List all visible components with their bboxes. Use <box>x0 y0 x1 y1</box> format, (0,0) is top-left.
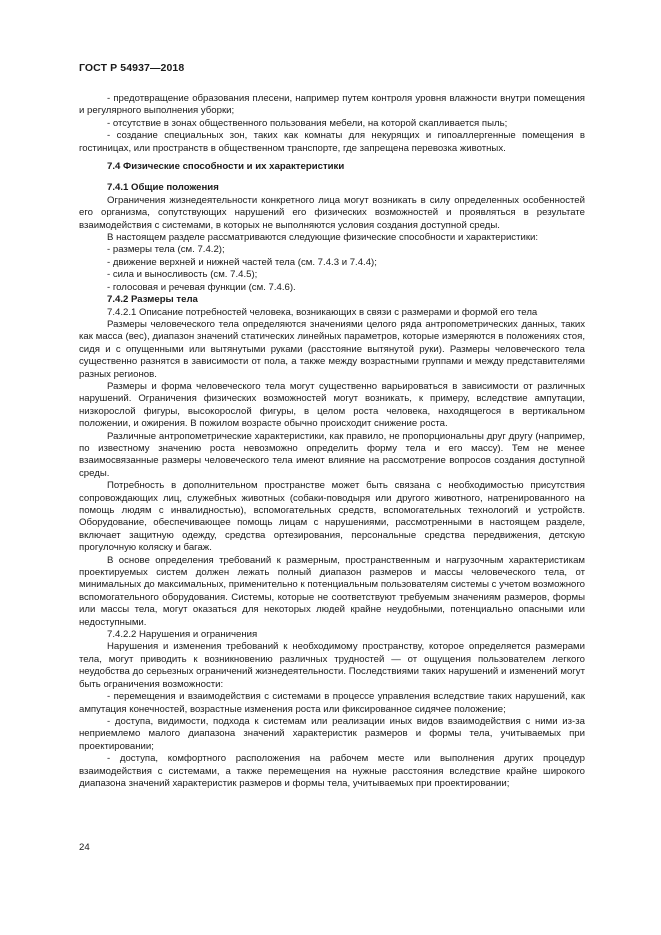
paragraph: - доступа, комфортного расположения на рабочем месте или выполнения других процедур взаимодействия с системами, а также перемещения на нужные расстояния вследствие крайне широкого диапазона значений характеристик размеров и формы тела, учитываемых при проектировании; <box>79 753 585 789</box>
paragraph: В настоящем разделе рассматриваются следующие физические способности и характеристики: <box>107 232 539 244</box>
paragraph: Нарушения и изменения требований к необходимому пространству, которое определяется размерами тела, могут приводить к возникновению различных трудностей — от ощущения пользователем легкого неудобства до серьезных ограничений жизнедеятельности. Последствиями таких нарушений и изменений могут быть ограничения возможности: <box>79 641 585 690</box>
paragraph: Потребность в дополнительном пространстве может быть связана с необходимостью присутствия сопровождающих лиц, служебных животных (собаки-поводыря или другого животного, натренированного на помощь людям с инвалидностью), вспомогательных средств, вспомогательных технологий и устройств. Оборудование, обеспечивающее помощь лицам с нарушениями, рассмотренными в настоящем разделе, включает защитную одежду, средства ортезирования, персональные средства передвижения, детскую прогулочную коляску и багаж. <box>79 480 585 554</box>
list-item: - размеры тела (см. 7.4.2); <box>107 244 225 256</box>
paragraph: Различные антропометрические характеристики, как правило, не пропорциональны друг другу (например, по известному значению роста невозможно определить форму тела и его массу). Тем не менее взаимосвязанные размеры человеческого тела имеют влияние на рассмотрение вопросов создания доступной среды. <box>79 430 585 479</box>
paragraph: Размеры человеческого тела определяются значениями целого ряда антропометрических данных, таких как масса (вес), диапазон значений статических линейных параметров, которые измеряются в положениях стоя, сидя и с опущенными или вытянутыми руками (расстояние вытянутой руки). Размеры человеческого тела существенно разнятся в зависимости от пола, а также между возрастными группами и между представителями разных регионов. <box>79 318 585 380</box>
subsection-heading: 7.4.2 Размеры тела <box>107 294 198 306</box>
list-item: - голосовая и речевая функции (см. 7.4.6). <box>107 281 296 293</box>
document-header: ГОСТ Р 54937—2018 <box>79 62 185 74</box>
paragraph: Размеры и форма человеческого тела могут существенно варьироваться в зависимости от различных нарушений. Ограничения физических возможностей могут возникать, к примеру, вследствие ампутации, низкорослой фигуры, высокорослой фигуры, в целом роста человека, находящегося в вертикальном положении, и ожирения. В пожилом возрасте обычно происходит снижение роста. <box>79 380 585 430</box>
page-number: 24 <box>79 842 90 853</box>
subsection-heading: 7.4.1 Общие положения <box>107 182 219 194</box>
paragraph: - предотвращение образования плесени, например путем контроля уровня влажности внутри помещения и регулярного выполнения уборки; <box>79 93 585 117</box>
paragraph: - отсутствие в зонах общественного пользования мебели, на которой скапливается пыль; <box>107 117 508 129</box>
paragraph: 7.4.2.1 Описание потребностей человека, возникающих в связи с размерами и формой его тела <box>107 306 538 318</box>
document-body <box>79 93 585 790</box>
paragraph: - перемещения и взаимодействия с системами в процессе управления вследствие таких нарушений, как ампутация конечностей, возрастные изменения роста или фиксированное сидячее положение; <box>79 691 585 715</box>
paragraph: - создание специальных зон, таких как комнаты для некурящих и гипоаллергенные помещения в гостиницах, или пространств в общественном транспорте, где запрещена перевозка животных. <box>79 130 585 154</box>
list-item: - движение верхней и нижней частей тела (см. 7.4.3 и 7.4.4); <box>107 256 377 268</box>
paragraph: Ограничения жизнедеятельности конкретного лица могут возникать в силу определенных особенностей его организма, сопутствующих нарушений его физических возможностей и проявляться в результате взаимодействия с системами, в которых не выполняются условия создания доступной среды. <box>79 194 585 231</box>
paragraph: - доступа, видимости, подхода к системам или реализации иных видов взаимодействия с ними из-за неприемлемо малого диапазона значений характеристик размеров и формы тела, учитываемых при проектировании; <box>79 715 585 752</box>
list-item: - сила и выносливость (см. 7.4.5); <box>107 269 258 281</box>
paragraph: 7.4.2.2 Нарушения и ограничения <box>107 629 258 641</box>
paragraph: В основе определения требований к размерным, пространственным и нагрузочным характеристикам проектируемых систем должен лежать полный диапазон размеров и массы человеческого тела, от минимальных до максимальных, применительно к потенциальным пользователям системы с учетом возможного вспомогательного оборудования. Системы, которые не соответствуют требуемым значениям размеров, формы или массы тела, могут оказаться для некоторых людей крайне неудобными, потенциально опасными или недоступными. <box>79 554 585 628</box>
section-heading: 7.4 Физические способности и их характеристики <box>107 161 345 173</box>
